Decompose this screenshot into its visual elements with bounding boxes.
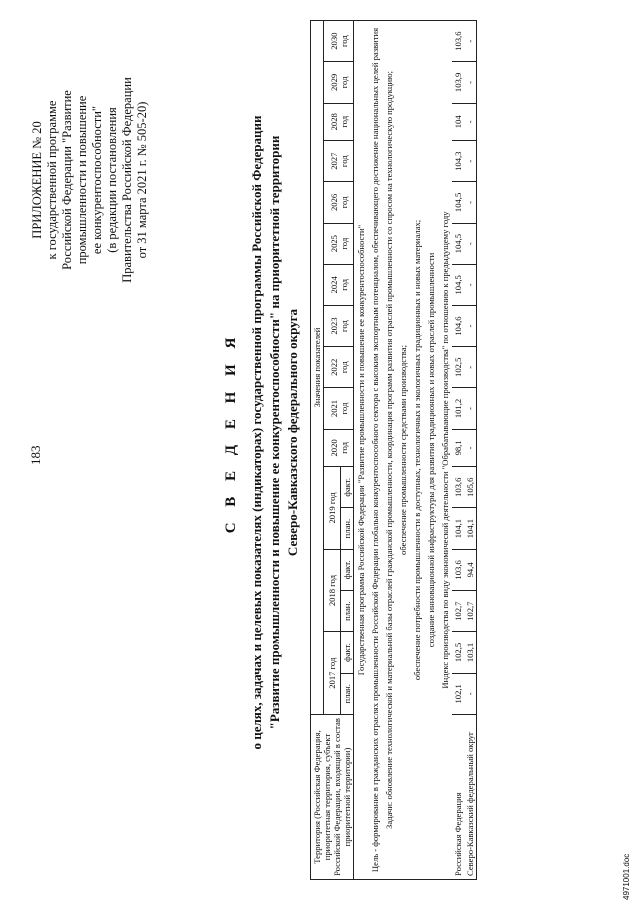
value-cell: - [464,182,477,223]
tasks-text: Задачи: обновление технологической и материальной базы отраслей гражданской промышленности, координация программ развития отраслей промышленности со спросом на технологическую продукцию; [382,21,396,880]
value-cell: 102,1 [452,673,464,714]
fact-header: факт. [341,467,354,508]
value-cell: 103,9 [452,62,464,103]
appendix-line: ее конкурентоспособности" [90,105,104,255]
table-row [452,21,464,880]
appendix-block [30,20,150,340]
fact-header: факт. [341,632,354,673]
value-cell: 94,4 [464,549,477,590]
value-cell: - [464,21,477,62]
value-cell: - [464,103,477,141]
value-cell: 102,5 [452,347,464,388]
year-header: 2019 год [324,467,341,550]
page-number: 183 [28,445,43,465]
territory-name: Российская Федерация [452,715,464,880]
document-heading [222,30,302,835]
value-cell: 104,1 [452,508,464,549]
value-cell: - [464,673,477,714]
task-item: создание инновационной инфраструктуры для развития традиционных и новых отраслей промышленности [424,21,438,880]
heading-line: Северо-Кавказского федерального округа [285,308,300,557]
value-cell: - [464,347,477,388]
values-header: Значения показателей [311,21,324,715]
year-header: 2023 год [324,305,354,346]
value-cell: 104 [452,103,464,141]
value-cell: - [464,305,477,346]
value-cell: 104,5 [452,223,464,264]
value-cell: - [464,429,477,467]
appendix-line: (в редакции постановления [105,107,119,253]
value-cell: 98,1 [452,429,464,467]
value-cell: 103,6 [452,467,464,508]
year-header: 2021 год [324,388,354,429]
heading-line: о целях, задачах и целевых показателях (индикаторах) государственной программы Российской Федерации [249,115,264,750]
program-title: Государственная программа Российской Федерации "Развитие промышленности и повышение ее конкурентоспособности" [354,21,369,880]
value-cell: - [464,388,477,429]
task-item: обеспечение промышленности средствами производства; [396,21,410,880]
value-cell: - [464,62,477,103]
value-cell: 102,7 [464,591,477,632]
territory-header: Территория (Российская Федерация, приоритетная территория, субъект Российской Федерации, входящий в состав приоритетной территории) [311,715,354,880]
appendix-line: промышленности и повышение [75,95,89,265]
appendix-line: Российской Федерации "Развитие [60,90,74,270]
appendix-line: ПРИЛОЖЕНИЕ № 20 [30,121,44,239]
value-cell: 103,6 [452,21,464,62]
year-header: 2028 год [324,103,354,141]
year-header: 2022 год [324,347,354,388]
value-cell: - [464,264,477,305]
indicators-table [310,20,477,880]
value-cell: - [464,141,477,182]
value-cell: 104,5 [452,264,464,305]
year-header: 2027 год [324,141,354,182]
territory-name: Северо-Кавказский федеральный округ [464,715,477,880]
plan-header: план. [341,591,354,632]
value-cell: 103,1 [464,632,477,673]
plan-header: план. [341,673,354,714]
year-header: 2018 год [324,549,341,632]
indicator-title: Индекс производства по виду экономической деятельности "Обрабатывающие производства" по отношению к предыдущему году [438,21,452,880]
value-cell: 104,3 [452,141,464,182]
heading-line: "Развитие промышленности и повышение ее конкурентоспособности" на приоритетной территории [267,135,282,730]
value-cell: 102,5 [452,632,464,673]
appendix-line: от 31 марта 2021 г. № 505-20) [135,101,149,259]
year-header: 2029 год [324,62,354,103]
document-id: 4971001.doc [622,853,631,900]
fact-header: факт. [341,549,354,590]
value-cell: 102,7 [452,591,464,632]
task-item: обеспечение потребности промышленности в доступных, технологичных и экологичных традиционных и новых материалах; [410,21,424,880]
value-cell: 103,6 [452,549,464,590]
appendix-line: Правительства Российской Федерации [120,77,134,283]
value-cell: 101,2 [452,388,464,429]
appendix-line: к государственной программе [45,100,59,260]
table-row [464,21,477,880]
year-header: 2024 год [324,264,354,305]
year-header: 2020 год [324,429,354,467]
value-cell: 105,6 [464,467,477,508]
value-cell: 104,1 [464,508,477,549]
year-header: 2017 год [324,632,341,715]
plan-header: план. [341,508,354,549]
value-cell: 104,6 [452,305,464,346]
goal-text: Цель - формирование в гражданских отраслях промышленности Российской Федерации глобально конкурентоспособного сектора с высоким экспортным потенциалом, обеспечивающего достижение национальных целей развития [368,21,382,880]
value-cell: - [464,223,477,264]
year-header: 2026 год [324,182,354,223]
year-header: 2025 год [324,223,354,264]
year-header: 2030 год [324,21,354,62]
value-cell: 104,5 [452,182,464,223]
heading-title: С В Е Д Е Н И Я [223,331,239,534]
